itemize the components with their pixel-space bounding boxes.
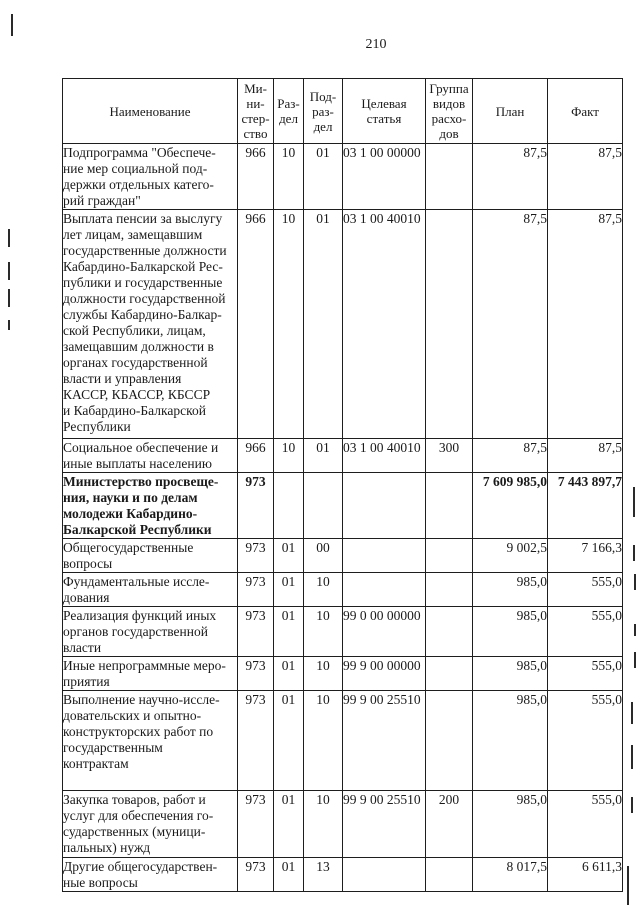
target-article-cell [343,539,426,573]
plan-value-cell: 985,0 [473,607,548,657]
expense-group-cell [426,210,473,439]
subsection-code-cell: 01 [304,144,343,210]
scan-mark [631,797,633,813]
plan-value-cell: 8 017,5 [473,858,548,892]
scan-mark [631,702,633,724]
header-subsection: Под- раз- дел [304,79,343,144]
ministry-code-cell: 973 [238,473,274,539]
expense-group-cell: 300 [426,439,473,473]
table-row [63,573,623,607]
target-article-cell: 99 9 00 25510 [343,691,426,791]
header-plan: План [473,79,548,144]
ministry-code-cell: 973 [238,539,274,573]
scan-mark [11,14,13,36]
ministry-code-cell: 973 [238,858,274,892]
table-row [63,144,623,210]
target-article-cell: 99 0 00 00000 [343,607,426,657]
scan-mark [631,745,633,769]
subsection-code-cell: 10 [304,691,343,791]
expense-group-cell [426,691,473,791]
item-name-cell: Закупка товаров, работ и услуг для обеспечения го- сударственных (муници- пальных) нужд [63,791,238,858]
fact-value-cell: 555,0 [548,657,623,691]
table-header [63,79,623,144]
header-ministry: Ми- ни- стер- ство [238,79,274,144]
expense-group-cell [426,573,473,607]
table-row [63,473,623,539]
subsection-code-cell: 10 [304,573,343,607]
plan-value-cell: 87,5 [473,144,548,210]
fact-value-cell: 555,0 [548,607,623,657]
scan-mark [634,574,636,590]
header-fact: Факт [548,79,623,144]
item-name-cell: Министерство просвеще- ния, науки и по делам молодежи Кабардино- Балкарской Республики [63,473,238,539]
section-code-cell: 01 [274,539,304,573]
ministry-code-cell: 973 [238,657,274,691]
expense-group-cell [426,539,473,573]
scan-mark [633,487,635,517]
table-row [63,791,623,858]
target-article-cell: 99 9 00 00000 [343,657,426,691]
section-code-cell [274,473,304,539]
plan-value-cell: 985,0 [473,573,548,607]
section-code-cell: 01 [274,691,304,791]
target-article-cell: 99 9 00 25510 [343,791,426,858]
plan-value-cell: 87,5 [473,210,548,439]
section-code-cell: 01 [274,657,304,691]
fact-value-cell: 7 166,3 [548,539,623,573]
target-article-cell [343,473,426,539]
scan-mark [8,229,10,247]
expense-group-cell [426,657,473,691]
scan-mark [634,652,636,668]
section-code-cell: 10 [274,144,304,210]
subsection-code-cell: 01 [304,439,343,473]
item-name-cell: Выполнение научно-иссле- довательских и опытно- конструкторских работ по государственным контрактам [63,691,238,791]
ministry-code-cell: 973 [238,573,274,607]
ministry-code-cell: 973 [238,791,274,858]
table-row [63,539,623,573]
item-name-cell: Социальное обеспечение и иные выплаты населению [63,439,238,473]
ministry-code-cell: 973 [238,607,274,657]
item-name-cell: Выплата пенсии за выслугу лет лицам, замещавшим государственные должности Кабардино-Балкарской Рес- публики и государственные должности государственной службы Кабардино-Балкар- ской Республики, лицам, замещавшим должности в органах государственной власти и управления КАССР, КБАССР, КБССР и Кабардино-Балкарской Республики [63,210,238,439]
scan-mark [627,866,629,905]
header-name: Наименование [63,79,238,144]
fact-value-cell: 87,5 [548,144,623,210]
item-name-cell: Подпрограмма "Обеспече- ние мер социальной под- держки отдельных катего- рий граждан" [63,144,238,210]
section-code-cell: 10 [274,210,304,439]
fact-value-cell: 555,0 [548,573,623,607]
plan-value-cell: 9 002,5 [473,539,548,573]
subsection-code-cell: 13 [304,858,343,892]
plan-value-cell: 7 609 985,0 [473,473,548,539]
scan-mark [8,262,10,280]
fact-value-cell: 555,0 [548,691,623,791]
subsection-code-cell: 10 [304,607,343,657]
table-row [63,210,623,439]
plan-value-cell: 985,0 [473,657,548,691]
expense-group-cell [426,858,473,892]
scan-mark [8,289,10,307]
item-name-cell: Общегосударственные вопросы [63,539,238,573]
item-name-cell: Иные непрограммные меро- приятия [63,657,238,691]
subsection-code-cell: 10 [304,657,343,691]
header-expense-group: Группа видов расхо- дов [426,79,473,144]
target-article-cell [343,858,426,892]
item-name-cell: Другие общегосударствен- ные вопросы [63,858,238,892]
page-number: 210 [365,37,387,52]
table-body [63,144,623,892]
subsection-code-cell: 01 [304,210,343,439]
target-article-cell: 03 1 00 00000 [343,144,426,210]
fact-value-cell: 7 443 897,7 [548,473,623,539]
plan-value-cell: 87,5 [473,439,548,473]
header-row [63,79,623,144]
target-article-cell: 03 1 00 40010 [343,439,426,473]
expense-group-cell [426,607,473,657]
item-name-cell: Фундаментальные иссле- дования [63,573,238,607]
ministry-code-cell: 966 [238,144,274,210]
scan-mark [633,545,635,561]
scan-mark [634,624,636,636]
plan-value-cell: 985,0 [473,691,548,791]
fact-value-cell: 87,5 [548,439,623,473]
expense-group-cell: 200 [426,791,473,858]
section-code-cell: 01 [274,573,304,607]
target-article-cell: 03 1 00 40010 [343,210,426,439]
section-code-cell: 01 [274,791,304,858]
budget-table [62,78,623,892]
section-code-cell: 01 [274,858,304,892]
subsection-code-cell: 10 [304,791,343,858]
ministry-code-cell: 966 [238,210,274,439]
expense-group-cell [426,473,473,539]
header-target-article: Целевая статья [343,79,426,144]
section-code-cell: 01 [274,607,304,657]
table-row [63,858,623,892]
target-article-cell [343,573,426,607]
subsection-code-cell: 00 [304,539,343,573]
ministry-code-cell: 966 [238,439,274,473]
table-row [63,607,623,657]
table-row [63,691,623,791]
subsection-code-cell [304,473,343,539]
table-row [63,439,623,473]
ministry-code-cell: 973 [238,691,274,791]
section-code-cell: 10 [274,439,304,473]
fact-value-cell: 555,0 [548,791,623,858]
plan-value-cell: 985,0 [473,791,548,858]
scan-mark [8,320,10,330]
fact-value-cell: 87,5 [548,210,623,439]
fact-value-cell: 6 611,3 [548,858,623,892]
item-name-cell: Реализация функций иных органов государственной власти [63,607,238,657]
table-row [63,657,623,691]
header-section: Раз- дел [274,79,304,144]
expense-group-cell [426,144,473,210]
